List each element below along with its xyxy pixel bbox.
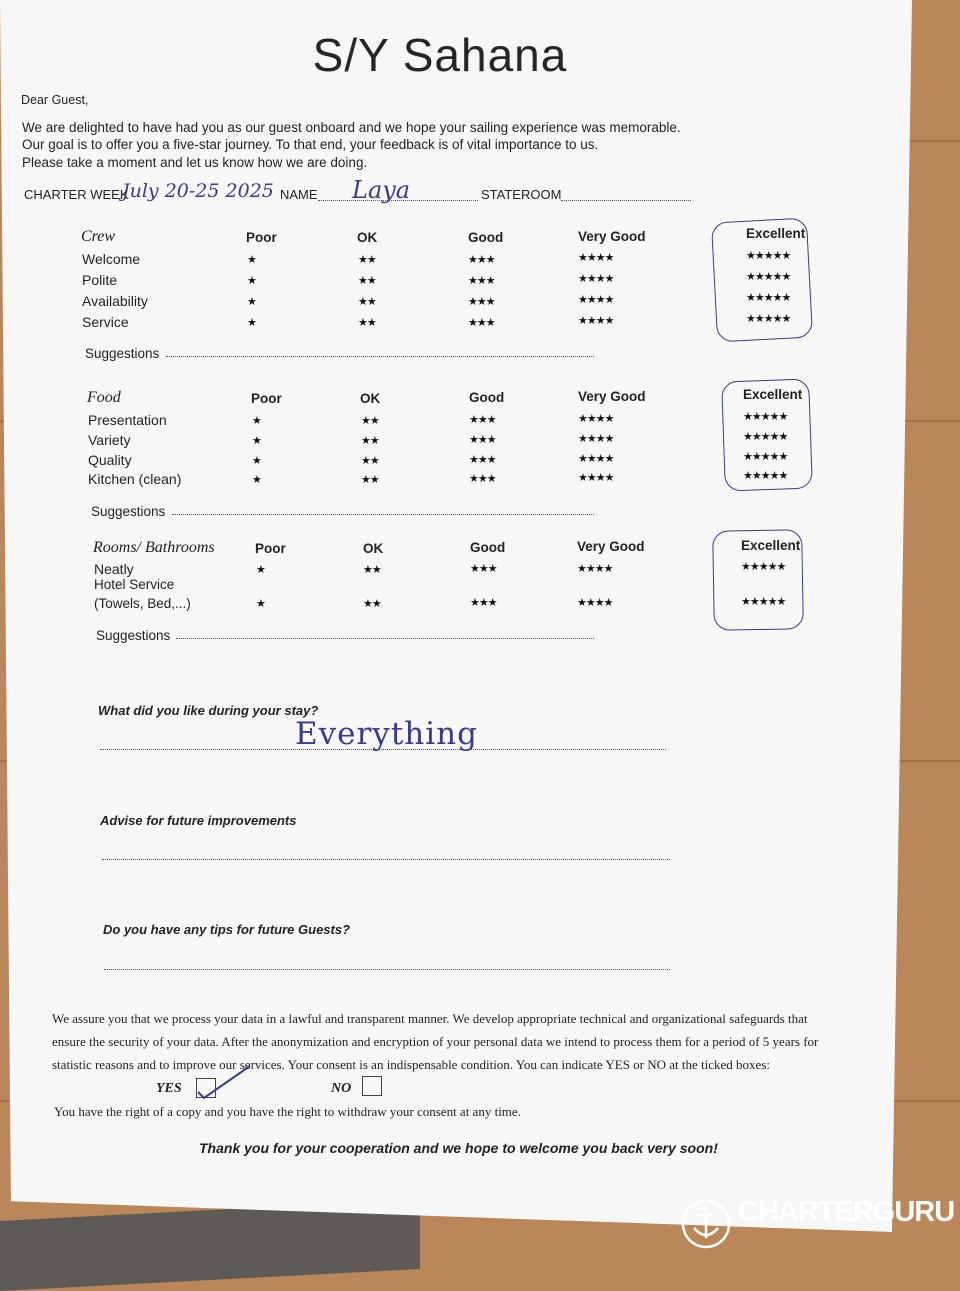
rating-2-star[interactable]: ★★ bbox=[361, 415, 379, 427]
consent-no-label: NO bbox=[331, 1081, 352, 1096]
food-header-very-good: Very Good bbox=[578, 389, 646, 404]
rating-4-star[interactable]: ★★★★ bbox=[578, 472, 614, 484]
food-item-presentation: Presentation bbox=[88, 412, 167, 428]
advise-answer-line[interactable] bbox=[102, 859, 670, 860]
rating-4-star[interactable]: ★★★★ bbox=[578, 294, 614, 306]
rating-1-star[interactable]: ★ bbox=[256, 598, 265, 610]
charter-week-label: CHARTER WEEK bbox=[24, 187, 129, 202]
name-label: NAME bbox=[280, 187, 318, 202]
rating-1-star[interactable]: ★ bbox=[252, 415, 261, 427]
rating-1-star[interactable]: ★ bbox=[247, 275, 256, 287]
rating-5-star[interactable]: ★★★★★ bbox=[741, 561, 786, 573]
rating-4-star[interactable]: ★★★★ bbox=[578, 453, 614, 465]
question-advise: Advise for future improvements bbox=[100, 813, 297, 828]
rating-3-star[interactable]: ★★★ bbox=[469, 434, 496, 446]
form-title: S/Y Sahana bbox=[312, 29, 568, 81]
rating-2-star[interactable]: ★★ bbox=[358, 254, 376, 266]
rooms-item-towels-bed: (Towels, Bed,...) bbox=[94, 596, 191, 611]
tips-answer-line[interactable] bbox=[104, 969, 670, 970]
rating-2-star[interactable]: ★★ bbox=[363, 564, 381, 576]
rating-5-star[interactable]: ★★★★★ bbox=[743, 451, 788, 463]
legal-line-3: statistic reasons and to improve our services. Your consent is an indispensable condition. You can indicate YES or NO at the ticked boxes: bbox=[52, 1057, 771, 1072]
rating-5-star[interactable]: ★★★★★ bbox=[746, 250, 791, 262]
food-suggestions-line[interactable] bbox=[172, 514, 594, 515]
rating-3-star[interactable]: ★★★ bbox=[470, 563, 497, 575]
rating-2-star[interactable]: ★★ bbox=[358, 317, 376, 329]
rating-5-star[interactable]: ★★★★★ bbox=[746, 271, 791, 283]
rooms-item-hotel-service: Hotel Service bbox=[94, 577, 175, 592]
anchor-logo-icon bbox=[680, 1198, 732, 1250]
rating-3-star[interactable]: ★★★ bbox=[470, 597, 497, 609]
crew-item-service: Service bbox=[82, 314, 129, 330]
food-header-poor: Poor bbox=[251, 391, 282, 406]
food-item-quality: Quality bbox=[88, 452, 132, 468]
question-liked: What did you like during your stay? bbox=[98, 703, 319, 718]
rating-2-star[interactable]: ★★ bbox=[363, 598, 381, 610]
consent-no-checkbox[interactable] bbox=[362, 1076, 382, 1096]
intro-line-3: Please take a moment and let us know how we are doing. bbox=[22, 155, 368, 170]
question-tips: Do you have any tips for future Guests? bbox=[103, 922, 351, 937]
rating-3-star[interactable]: ★★★ bbox=[468, 275, 495, 287]
food-header-good: Good bbox=[469, 390, 505, 405]
rooms-header-good: Good bbox=[470, 540, 506, 555]
consent-yes-label: YES bbox=[156, 1081, 182, 1096]
rating-3-star[interactable]: ★★★ bbox=[468, 254, 495, 266]
rating-4-star[interactable]: ★★★★ bbox=[578, 433, 614, 445]
crew-item-welcome: Welcome bbox=[82, 251, 141, 267]
legal-line-2: ensure the security of your data. After the anonymization and encryption of your personal data we intend to process them for a period of 5 years for bbox=[52, 1034, 819, 1049]
rooms-header-poor: Poor bbox=[255, 541, 286, 556]
stateroom-label: STATEROOM bbox=[481, 187, 562, 202]
rating-2-star[interactable]: ★★ bbox=[358, 275, 376, 287]
rating-3-star[interactable]: ★★★ bbox=[468, 296, 495, 308]
crew-excellent-circle bbox=[711, 218, 813, 343]
liked-answer[interactable]: Everything bbox=[295, 716, 478, 752]
rooms-header-excellent: Excellent bbox=[741, 538, 801, 553]
rating-1-star[interactable]: ★ bbox=[247, 317, 256, 329]
legal-line-1: We assure you that we process your data in a lawful and transparent manner. We develop appropriate technical and organizational safeguards that bbox=[52, 1011, 808, 1026]
food-header-ok: OK bbox=[360, 391, 381, 406]
rating-5-star[interactable]: ★★★★★ bbox=[743, 411, 788, 423]
rating-5-star[interactable]: ★★★★★ bbox=[746, 313, 791, 325]
crew-header-very-good: Very Good bbox=[578, 229, 646, 244]
intro-line-2: Our goal is to offer you a five-star journey. To that end, your feedback is of vital importance to us. bbox=[22, 137, 599, 152]
charter-week-value[interactable]: July 20-25 2025 bbox=[122, 180, 274, 202]
rating-2-star[interactable]: ★★ bbox=[361, 435, 379, 447]
greeting: Dear Guest, bbox=[21, 93, 89, 107]
crew-header-good: Good bbox=[468, 230, 504, 245]
rooms-suggestions-line[interactable] bbox=[176, 638, 594, 639]
rooms-header-ok: OK bbox=[363, 541, 384, 556]
crew-header-ok: OK bbox=[357, 230, 378, 245]
rating-4-star[interactable]: ★★★★ bbox=[578, 273, 614, 285]
thanks-message: Thank you for your cooperation and we hope to welcome you back very soon! bbox=[199, 1140, 718, 1156]
crew-item-availability: Availability bbox=[82, 293, 148, 309]
rating-5-star[interactable]: ★★★★★ bbox=[741, 596, 786, 608]
crew-suggestions-label: Suggestions bbox=[85, 346, 160, 361]
rating-4-star[interactable]: ★★★★ bbox=[578, 413, 614, 425]
rooms-excellent-circle bbox=[712, 529, 804, 631]
food-item-variety: Variety bbox=[88, 432, 131, 448]
crew-item-polite: Polite bbox=[82, 272, 118, 288]
rating-4-star[interactable]: ★★★★ bbox=[578, 315, 614, 327]
rating-4-star[interactable]: ★★★★ bbox=[577, 597, 613, 609]
rating-2-star[interactable]: ★★ bbox=[358, 296, 376, 308]
rating-3-star[interactable]: ★★★ bbox=[468, 317, 495, 329]
rating-5-star[interactable]: ★★★★★ bbox=[746, 292, 791, 304]
food-suggestions-label: Suggestions bbox=[91, 504, 166, 519]
rating-1-star[interactable]: ★ bbox=[252, 455, 261, 467]
rooms-header-very-good: Very Good bbox=[577, 539, 645, 554]
rooms-item-neatly: Neatly bbox=[94, 561, 134, 577]
crew-section-title: Crew bbox=[81, 228, 116, 245]
rating-2-star[interactable]: ★★ bbox=[361, 474, 379, 486]
food-header-excellent: Excellent bbox=[743, 387, 803, 402]
crew-suggestions-line[interactable] bbox=[166, 356, 594, 357]
food-excellent-circle bbox=[721, 378, 813, 491]
food-item-kitchen: Kitchen (clean) bbox=[88, 471, 182, 487]
rating-4-star[interactable]: ★★★★ bbox=[578, 252, 614, 264]
food-section-title: Food bbox=[87, 389, 121, 406]
rating-5-star[interactable]: ★★★★★ bbox=[743, 431, 788, 443]
rights-text: You have the right of a copy and you have the right to withdraw your consent at any time. bbox=[54, 1104, 521, 1119]
crew-header-poor: Poor bbox=[246, 230, 277, 245]
rating-1-star[interactable]: ★ bbox=[252, 474, 261, 486]
name-value[interactable]: Laya bbox=[352, 176, 411, 204]
rating-1-star[interactable]: ★ bbox=[256, 564, 265, 576]
rating-4-star[interactable]: ★★★★ bbox=[577, 563, 613, 575]
watermark-brand: CHARTERGURU bbox=[738, 1196, 955, 1228]
rooms-section-title: Rooms/ Bathrooms bbox=[93, 539, 215, 556]
rating-1-star[interactable]: ★ bbox=[252, 435, 261, 447]
rating-1-star[interactable]: ★ bbox=[247, 296, 256, 308]
rooms-suggestions-label: Suggestions bbox=[96, 628, 171, 643]
consent-tick-mark bbox=[194, 1062, 254, 1102]
rating-5-star[interactable]: ★★★★★ bbox=[743, 470, 788, 482]
crew-header-excellent: Excellent bbox=[746, 226, 806, 241]
stateroom-line[interactable] bbox=[561, 200, 691, 201]
intro-line-1: We are delighted to have had you as our guest onboard and we hope your sailing experience was memorable. bbox=[22, 120, 681, 135]
rating-1-star[interactable]: ★ bbox=[247, 254, 256, 266]
rating-2-star[interactable]: ★★ bbox=[361, 455, 379, 467]
rating-3-star[interactable]: ★★★ bbox=[469, 454, 496, 466]
rating-3-star[interactable]: ★★★ bbox=[469, 473, 496, 485]
rating-3-star[interactable]: ★★★ bbox=[469, 414, 496, 426]
